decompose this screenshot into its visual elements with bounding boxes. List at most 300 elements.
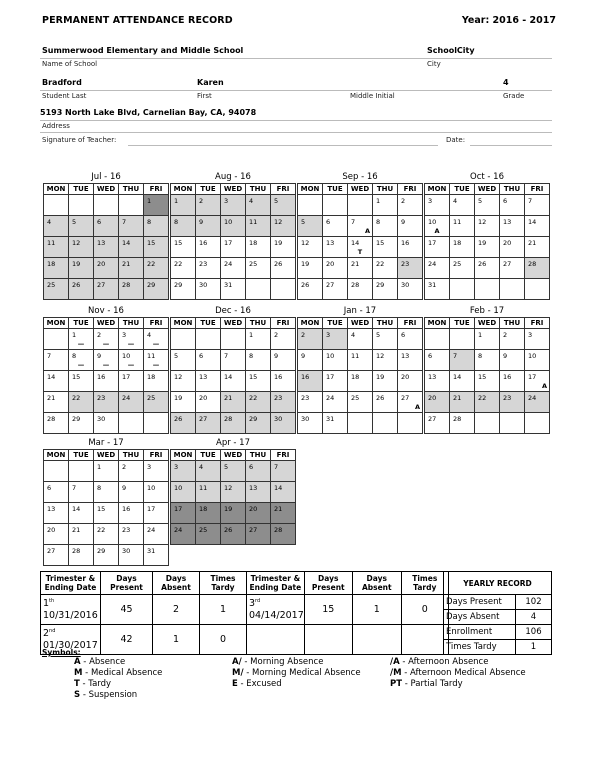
day-cell <box>298 329 323 350</box>
day-number: 20 <box>97 260 106 268</box>
divider <box>40 132 552 133</box>
day-cell <box>450 413 475 434</box>
day-number: 2 <box>97 331 102 339</box>
day-cell <box>119 350 144 371</box>
day-number: 7 <box>47 352 52 360</box>
month-calendar <box>170 449 296 545</box>
day-cell <box>196 350 221 371</box>
day-cell <box>144 216 169 237</box>
day-cell <box>525 258 550 279</box>
day-number: 13 <box>199 373 208 381</box>
day-cell <box>171 195 196 216</box>
day-number: 15 <box>97 505 106 513</box>
day-cell <box>119 545 144 566</box>
day-cell <box>221 503 246 524</box>
weekday-header: WED <box>348 318 373 329</box>
day-cell <box>119 413 144 434</box>
day-cell <box>373 392 398 413</box>
day-cell <box>246 461 271 482</box>
day-number: 10 <box>528 352 537 360</box>
day-cell <box>475 329 500 350</box>
day-cell <box>44 279 69 300</box>
week-row <box>425 195 550 216</box>
day-number: 19 <box>224 505 233 513</box>
day-cell <box>69 216 94 237</box>
day-cell <box>94 524 119 545</box>
weekday-header: FRI <box>271 450 296 461</box>
day-number: 13 <box>97 239 106 247</box>
weekday-header: FRI <box>144 184 169 195</box>
day-cell <box>69 350 94 371</box>
day-cell <box>94 279 119 300</box>
yearly-value: 4 <box>516 610 552 625</box>
day-cell <box>298 279 323 300</box>
grade-label: Grade <box>503 92 525 100</box>
week-row <box>44 329 169 350</box>
times-tardy-cell: 0 <box>401 595 448 625</box>
symbol-item: S - Suspension <box>74 690 138 700</box>
day-cell <box>373 371 398 392</box>
day-cell <box>94 216 119 237</box>
day-cell <box>144 482 169 503</box>
day-cell <box>500 258 525 279</box>
day-cell <box>323 413 348 434</box>
day-number: 1 <box>478 331 483 339</box>
day-cell <box>196 258 221 279</box>
day-cell <box>69 258 94 279</box>
day-number: 24 <box>174 526 183 534</box>
day-cell <box>221 371 246 392</box>
day-cell <box>500 392 525 413</box>
day-number: 21 <box>351 260 360 268</box>
day-number: 14 <box>453 373 462 381</box>
day-number: 26 <box>174 415 183 423</box>
day-number: 8 <box>174 218 179 226</box>
day-number: 1 <box>249 331 254 339</box>
month-title: Nov - 16 <box>88 306 124 316</box>
day-cell <box>475 371 500 392</box>
day-number: 12 <box>274 218 283 226</box>
weekday-header: THU <box>500 184 525 195</box>
day-number: 30 <box>199 281 208 289</box>
day-cell <box>373 350 398 371</box>
day-cell <box>69 195 94 216</box>
day-cell <box>525 195 550 216</box>
day-cell <box>221 392 246 413</box>
day-number: 12 <box>376 352 385 360</box>
day-number: 22 <box>376 260 385 268</box>
day-number: 8 <box>249 352 254 360</box>
trimester-header: Trimester & Ending Date <box>247 572 305 595</box>
day-number: 29 <box>376 281 385 289</box>
days-absent-cell <box>352 625 401 655</box>
week-row <box>171 216 296 237</box>
school-name-label: Name of School <box>42 60 98 68</box>
day-cell <box>450 329 475 350</box>
day-cell <box>144 524 169 545</box>
day-cell <box>69 371 94 392</box>
day-number: 27 <box>503 260 512 268</box>
day-number: 5 <box>72 218 77 226</box>
day-number: 20 <box>249 505 258 513</box>
symbol-item: /M - Afternoon Medical Absence <box>390 668 526 678</box>
day-number: 9 <box>301 352 306 360</box>
days-absent-header: Days Absent <box>352 572 401 595</box>
day-number: 8 <box>72 352 77 360</box>
week-row <box>44 371 169 392</box>
day-number: 10 <box>224 218 233 226</box>
week-row <box>171 371 296 392</box>
day-number: 11 <box>47 239 56 247</box>
day-cell <box>373 195 398 216</box>
weekday-header: TUE <box>196 318 221 329</box>
day-cell <box>323 392 348 413</box>
day-number: 11 <box>351 352 360 360</box>
yearly-label: Days Present <box>444 595 516 610</box>
day-number: 21 <box>122 260 131 268</box>
day-number: 10 <box>147 484 156 492</box>
day-number: 13 <box>503 218 512 226</box>
weekday-header: FRI <box>525 184 550 195</box>
day-cell <box>69 392 94 413</box>
weekday-header: WED <box>221 450 246 461</box>
weekday-header: FRI <box>144 318 169 329</box>
day-number: 1 <box>97 463 102 471</box>
table-row <box>444 595 552 610</box>
day-cell <box>171 461 196 482</box>
attendance-mark: A <box>364 227 370 235</box>
day-number: 9 <box>122 484 127 492</box>
day-number: 4 <box>147 331 152 339</box>
month-calendar <box>170 317 296 434</box>
day-cell <box>271 329 296 350</box>
week-row <box>44 413 169 434</box>
day-cell <box>144 392 169 413</box>
month-calendar <box>43 449 169 566</box>
day-number: 26 <box>224 526 233 534</box>
day-cell <box>144 195 169 216</box>
day-number: 31 <box>224 281 233 289</box>
day-number: 4 <box>47 218 52 226</box>
first-name-value: Karen <box>197 78 224 87</box>
days-absent-cell: 2 <box>153 595 200 625</box>
day-number: 18 <box>249 239 258 247</box>
day-cell <box>246 371 271 392</box>
day-number: 6 <box>326 218 331 226</box>
week-row <box>298 279 423 300</box>
day-number: 15 <box>147 239 156 247</box>
day-number: 28 <box>453 415 462 423</box>
day-cell <box>144 237 169 258</box>
day-number: 7 <box>224 352 229 360</box>
day-number: 4 <box>453 197 458 205</box>
day-cell <box>196 195 221 216</box>
day-number: 26 <box>301 281 310 289</box>
day-number: 28 <box>274 526 283 534</box>
trimester-date: 3rd 04/14/2017 <box>247 595 305 625</box>
day-cell <box>500 371 525 392</box>
week-row <box>425 258 550 279</box>
times-tardy-header: Times Tardy <box>200 572 247 595</box>
week-row <box>171 279 296 300</box>
weekday-header: WED <box>94 318 119 329</box>
symbol-item: M/ - Morning Medical Absence <box>232 668 361 678</box>
day-number: 3 <box>147 463 152 471</box>
table-row <box>444 610 552 625</box>
day-number: 19 <box>478 239 487 247</box>
week-row <box>44 545 169 566</box>
day-number: 7 <box>72 484 77 492</box>
day-cell <box>271 392 296 413</box>
day-cell <box>44 350 69 371</box>
day-cell <box>94 482 119 503</box>
yearly-record-table <box>443 571 552 655</box>
day-number: 19 <box>301 260 310 268</box>
day-cell <box>298 371 323 392</box>
first-name-label: First <box>197 92 212 100</box>
weekday-header: TUE <box>450 318 475 329</box>
days-present-cell: 15 <box>304 595 352 625</box>
weekday-header: WED <box>94 450 119 461</box>
day-cell <box>196 413 221 434</box>
day-number: 17 <box>224 239 233 247</box>
times-tardy-header: Times Tardy <box>401 572 448 595</box>
day-cell <box>69 545 94 566</box>
day-cell <box>450 392 475 413</box>
attendance-mark: — <box>127 340 135 348</box>
date-line <box>470 145 552 146</box>
day-cell <box>425 350 450 371</box>
day-cell <box>69 279 94 300</box>
day-number: 19 <box>274 239 283 247</box>
day-cell <box>69 503 94 524</box>
day-cell <box>323 371 348 392</box>
day-cell <box>44 195 69 216</box>
day-cell <box>450 195 475 216</box>
day-cell <box>196 482 221 503</box>
day-number: 22 <box>97 526 106 534</box>
day-number: 5 <box>478 197 483 205</box>
yearly-value: 1 <box>516 640 552 655</box>
weekday-header: MON <box>44 184 69 195</box>
day-cell <box>69 329 94 350</box>
month-calendar <box>170 183 296 300</box>
week-row <box>171 329 296 350</box>
weekday-header: FRI <box>398 184 423 195</box>
day-cell <box>500 350 525 371</box>
day-number: 12 <box>224 484 233 492</box>
day-cell <box>271 371 296 392</box>
week-row <box>44 279 169 300</box>
day-cell <box>425 279 450 300</box>
day-number: 17 <box>147 505 156 513</box>
day-number: 5 <box>174 352 179 360</box>
grade-value: 4 <box>503 78 509 87</box>
day-number: 28 <box>528 260 537 268</box>
day-number: 27 <box>401 394 410 402</box>
week-row <box>425 279 550 300</box>
weekday-header: THU <box>246 184 271 195</box>
month-title: Mar - 17 <box>88 438 124 448</box>
attendance-mark: — <box>152 361 160 369</box>
day-number: 26 <box>478 260 487 268</box>
day-cell <box>144 413 169 434</box>
day-number: 7 <box>528 197 533 205</box>
week-row <box>44 482 169 503</box>
day-number: 20 <box>199 394 208 402</box>
day-cell <box>398 413 423 434</box>
week-row <box>298 392 423 413</box>
month-title: Dec - 16 <box>215 306 251 316</box>
day-cell <box>398 279 423 300</box>
day-number: 30 <box>401 281 410 289</box>
city-label: City <box>427 60 441 68</box>
day-cell <box>94 258 119 279</box>
day-number: 16 <box>301 373 310 381</box>
day-number: 2 <box>122 463 127 471</box>
week-row <box>171 524 296 545</box>
day-cell <box>475 258 500 279</box>
day-cell <box>246 392 271 413</box>
day-number: 24 <box>147 526 156 534</box>
day-number: 20 <box>428 394 437 402</box>
day-cell <box>373 413 398 434</box>
day-cell <box>425 329 450 350</box>
day-cell <box>221 350 246 371</box>
day-number: 5 <box>274 197 279 205</box>
day-cell <box>94 461 119 482</box>
day-cell <box>94 503 119 524</box>
day-number: 14 <box>528 218 537 226</box>
day-number: 20 <box>401 373 410 381</box>
day-number: 5 <box>301 218 306 226</box>
day-number: 21 <box>274 505 283 513</box>
weekday-header: MON <box>44 318 69 329</box>
day-cell <box>398 329 423 350</box>
times-tardy-cell: 1 <box>200 595 247 625</box>
day-cell <box>475 413 500 434</box>
day-cell <box>246 279 271 300</box>
day-cell <box>94 237 119 258</box>
day-cell <box>425 216 450 237</box>
table-row <box>444 640 552 655</box>
day-cell <box>398 371 423 392</box>
day-number: 30 <box>122 547 131 555</box>
day-cell <box>373 216 398 237</box>
day-number: 17 <box>428 239 437 247</box>
day-cell <box>171 413 196 434</box>
day-number: 21 <box>47 394 56 402</box>
day-number: 27 <box>199 415 208 423</box>
day-number: 24 <box>224 260 233 268</box>
divider <box>40 90 552 91</box>
yearly-value: 106 <box>516 625 552 640</box>
week-row <box>44 237 169 258</box>
day-cell <box>246 524 271 545</box>
day-cell <box>221 279 246 300</box>
day-cell <box>196 216 221 237</box>
day-number: 25 <box>249 260 258 268</box>
days-present-header: Days Present <box>101 572 153 595</box>
day-number: 19 <box>174 394 183 402</box>
day-cell <box>196 237 221 258</box>
week-row <box>425 350 550 371</box>
day-cell <box>425 371 450 392</box>
day-cell <box>171 237 196 258</box>
day-number: 5 <box>224 463 229 471</box>
day-cell <box>94 392 119 413</box>
day-cell <box>246 482 271 503</box>
weekday-header: WED <box>348 184 373 195</box>
day-cell <box>44 524 69 545</box>
day-cell <box>69 413 94 434</box>
day-cell <box>171 350 196 371</box>
day-cell <box>144 371 169 392</box>
day-number: 20 <box>326 260 335 268</box>
day-number: 18 <box>147 373 156 381</box>
week-row <box>171 482 296 503</box>
day-number: 12 <box>174 373 183 381</box>
day-number: 25 <box>199 526 208 534</box>
week-row <box>44 461 169 482</box>
day-number: 3 <box>428 197 433 205</box>
day-number: 6 <box>47 484 52 492</box>
day-cell <box>221 329 246 350</box>
weekday-header: THU <box>373 184 398 195</box>
attendance-mark: T <box>357 248 363 256</box>
day-number: 31 <box>147 547 156 555</box>
day-number: 29 <box>97 547 106 555</box>
day-cell <box>271 350 296 371</box>
trimester-header: Trimester & Ending Date <box>41 572 101 595</box>
day-cell <box>398 237 423 258</box>
day-number: 25 <box>453 260 462 268</box>
day-cell <box>119 329 144 350</box>
day-number: 22 <box>147 260 156 268</box>
day-number: 20 <box>47 526 56 534</box>
day-cell <box>246 329 271 350</box>
date-label: Date: <box>446 136 466 144</box>
day-number: 19 <box>72 260 81 268</box>
day-cell <box>94 545 119 566</box>
day-cell <box>398 258 423 279</box>
week-row <box>44 503 169 524</box>
day-number: 28 <box>351 281 360 289</box>
day-cell <box>246 195 271 216</box>
weekday-header: TUE <box>69 184 94 195</box>
day-number: 2 <box>274 331 279 339</box>
day-cell <box>171 482 196 503</box>
week-row <box>298 237 423 258</box>
day-number: 9 <box>503 352 508 360</box>
day-cell <box>475 195 500 216</box>
table-row <box>444 625 552 640</box>
day-cell <box>119 482 144 503</box>
day-number: 13 <box>428 373 437 381</box>
day-cell <box>323 329 348 350</box>
day-cell <box>171 258 196 279</box>
day-cell <box>171 216 196 237</box>
day-number: 18 <box>199 505 208 513</box>
month-calendar <box>43 183 169 300</box>
day-number: 7 <box>351 218 356 226</box>
day-number: 14 <box>351 239 360 247</box>
week-row <box>44 392 169 413</box>
day-cell <box>450 279 475 300</box>
day-number: 3 <box>224 197 229 205</box>
day-cell <box>44 545 69 566</box>
day-cell <box>171 503 196 524</box>
